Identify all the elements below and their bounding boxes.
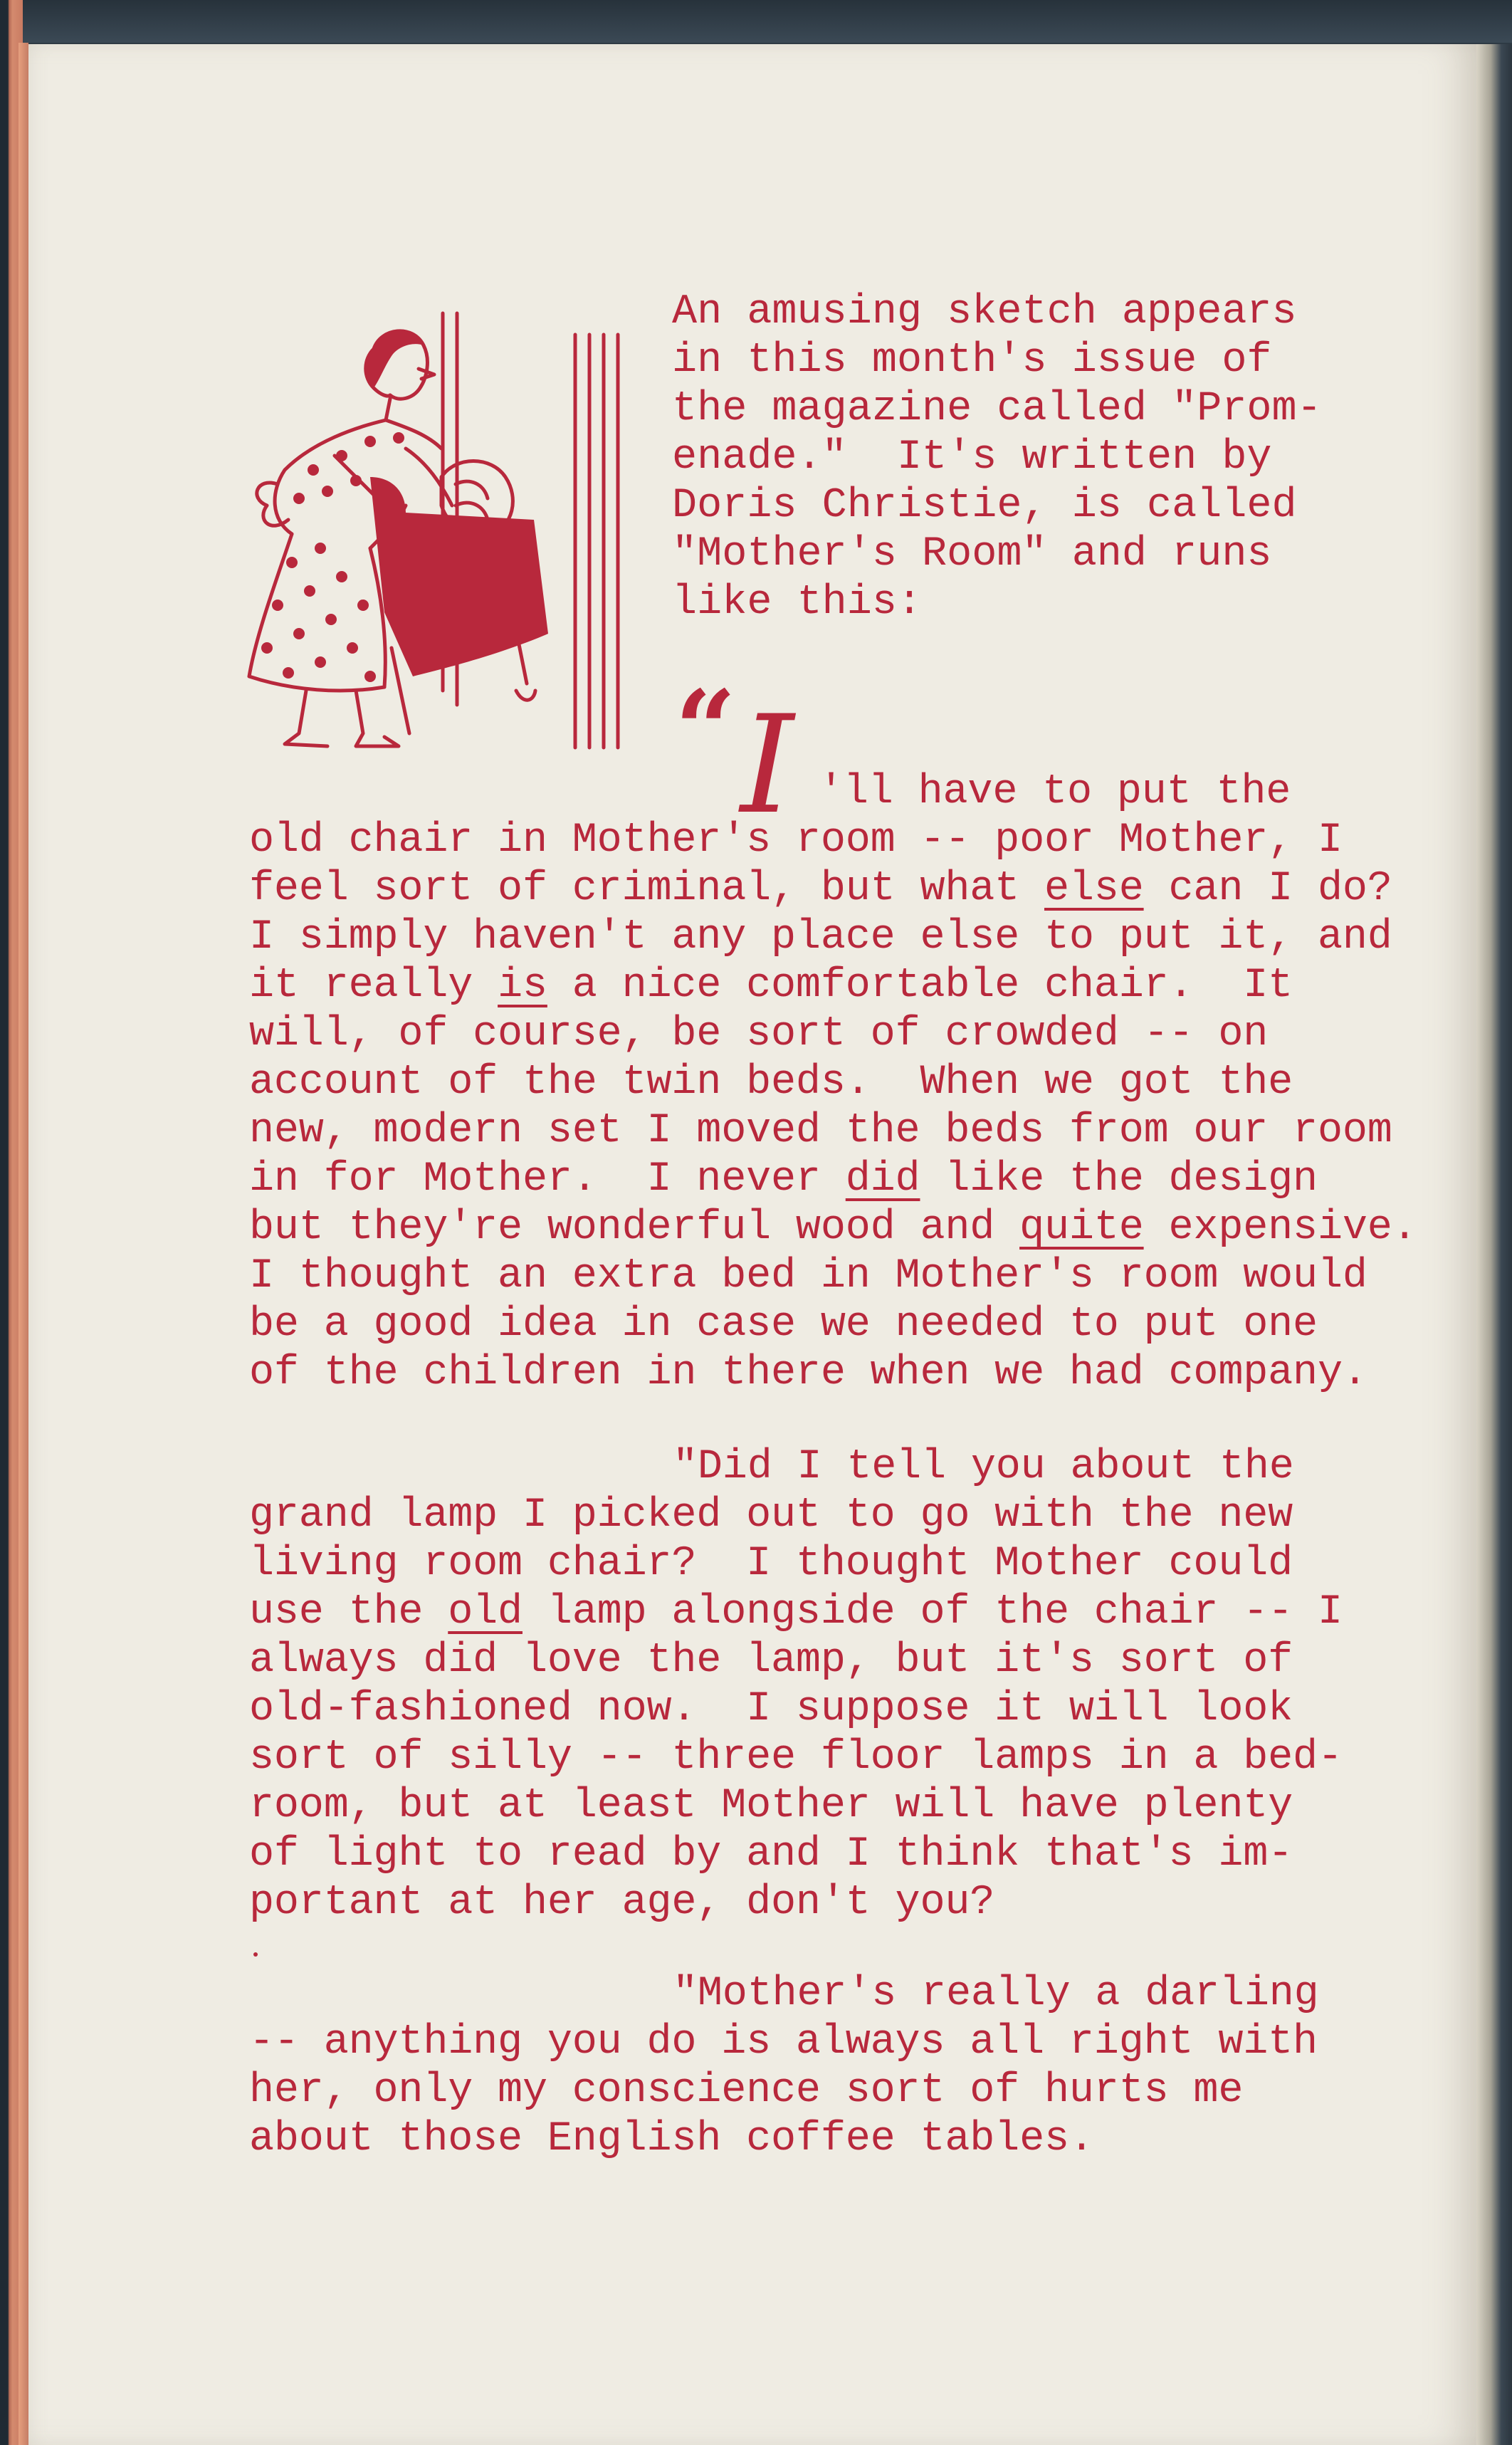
paragraph-darling <box>249 1969 1374 2163</box>
text-line: of the children in there when we had company. <box>249 1349 1367 1396</box>
text-line: grand lamp I picked out to go with the new <box>249 1491 1293 1539</box>
intro-line: enade." It's written by <box>672 433 1272 481</box>
underlined-word: did <box>845 1155 920 1203</box>
underlined-word: else <box>1044 864 1144 912</box>
text-line: "Mother's really a darling <box>673 1969 1319 2017</box>
text-line: always did love the lamp, but it's sort of <box>249 1636 1293 1684</box>
intro-line: the magazine called "Prom- <box>672 384 1322 432</box>
page-edge-left <box>19 43 28 2445</box>
text-line: living room chair? I thought Mother could <box>249 1539 1293 1587</box>
text-line: of light to read by and I think that's im- <box>249 1830 1293 1878</box>
text-line: sort of silly -- three floor lamps in a bed- <box>249 1733 1343 1781</box>
underlined-word: is <box>498 961 547 1009</box>
intro-line: "Mother's Room" and runs <box>672 530 1272 577</box>
intro-line: An amusing sketch appears <box>672 288 1297 335</box>
text-line: in for Mother. I never did like the design <box>249 1155 1318 1203</box>
underlined-word: quite <box>1019 1203 1144 1251</box>
text-line: feel sort of criminal, but what else can I do? <box>249 864 1392 912</box>
text-line: I simply haven't any place else to put it, and <box>249 913 1392 960</box>
text-line: I thought an extra bed in Mother's room would <box>249 1252 1367 1299</box>
paragraph-lamp <box>249 1443 1374 1927</box>
woman-carrying-chair-illustration <box>228 306 626 769</box>
intro-line: in this month's issue of <box>672 336 1272 384</box>
text-line: "Did I tell you about the <box>673 1443 1294 1490</box>
text-line: -- anything you do is always all right with <box>249 2018 1318 2066</box>
quote-first-line: 'll have to put the <box>819 768 1291 815</box>
text-line: will, of course, be sort of crowded -- on <box>249 1010 1269 1057</box>
text-line: be a good idea in case we needed to put one <box>249 1300 1318 1348</box>
page-edge-right <box>1476 44 1512 2445</box>
text-line: portant at her age, don't you? <box>249 1878 995 1926</box>
text-line: new, modern set I moved the beds from our room <box>249 1106 1392 1154</box>
open-quote-mark: “ <box>675 667 737 792</box>
intro-paragraph <box>672 288 1384 627</box>
book-cover-top <box>0 0 1512 43</box>
underlined-word: old <box>448 1588 523 1635</box>
text-line: old-fashioned now. I suppose it will look <box>249 1685 1293 1732</box>
stray-ink-dot <box>253 1952 258 1957</box>
text-line: room, but at least Mother will have plenty <box>249 1781 1293 1829</box>
paragraph-chair <box>249 816 1417 1397</box>
text-line: old chair in Mother's room -- poor Mother, I <box>249 816 1343 864</box>
intro-line: Doris Christie, is called <box>672 481 1297 529</box>
text-line: account of the twin beds. When we got the <box>249 1058 1293 1106</box>
text-line: but they're wonderful wood and quite expensive. <box>249 1203 1417 1251</box>
intro-line: like this: <box>672 578 923 626</box>
text-line: it really is a nice comfortable chair. It <box>249 961 1293 1009</box>
text-line: about those English coffee tables. <box>249 2115 1094 2162</box>
text-line: use the old lamp alongside of the chair -- I <box>249 1588 1343 1635</box>
drop-cap-letter: I <box>740 686 794 844</box>
text-line: her, only my conscience sort of hurts me <box>249 2066 1244 2114</box>
